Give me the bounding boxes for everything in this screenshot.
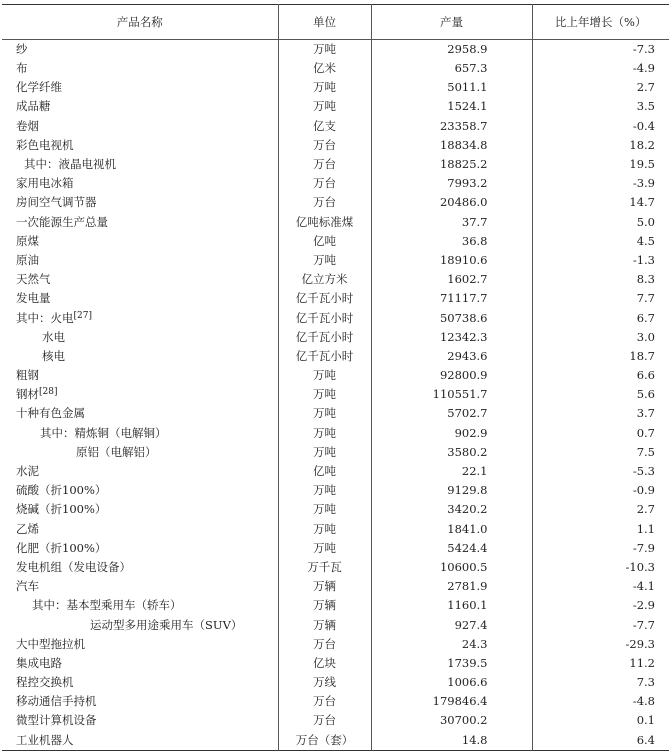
row-growth: 14.7: [532, 193, 669, 212]
row-product-name: [2, 308, 278, 327]
row-product-name: 其中：液晶电视机: [24, 157, 116, 172]
row-unit: 万吨: [278, 40, 371, 60]
row-unit: 万台（套）: [278, 731, 371, 751]
row-growth: -7.9: [532, 539, 669, 558]
table-row: [2, 213, 669, 232]
table-row: [2, 539, 669, 558]
row-quantity: 24.3: [371, 635, 532, 654]
row-unit: 万吨: [278, 251, 371, 270]
row-unit: 万台: [278, 193, 371, 212]
row-growth: 6.7: [532, 308, 669, 327]
table-row: [2, 711, 669, 730]
header-quantity: 产量: [371, 5, 532, 40]
row-unit: 万千瓦: [278, 558, 371, 577]
row-product-name: 发电量: [16, 291, 51, 306]
row-product-name: 纱: [16, 42, 28, 56]
row-product-name: 天然气: [16, 272, 51, 287]
table-row: [2, 462, 669, 481]
row-product-name: 汽车: [16, 579, 39, 594]
row-product-name: 程控交换机: [16, 675, 74, 690]
table-row: [2, 596, 669, 615]
row-quantity: 902.9: [371, 424, 532, 443]
row-growth: 7.5: [532, 443, 669, 462]
row-unit: 万线: [278, 673, 371, 692]
row-quantity: 179846.4: [371, 692, 532, 711]
row-quantity: 12342.3: [371, 328, 532, 347]
row-product-name: [2, 385, 278, 404]
row-unit: 万台: [278, 711, 371, 730]
row-quantity: 3420.2: [371, 500, 532, 519]
row-growth: -3.9: [532, 174, 669, 193]
row-growth: 18.7: [532, 347, 669, 366]
row-growth: -1.3: [532, 251, 669, 270]
table-row: [2, 270, 669, 289]
row-product-name: 微型计算机设备: [16, 713, 97, 728]
row-unit: 万吨: [278, 385, 371, 404]
row-product-name: 粗钢: [16, 368, 39, 383]
row-quantity: 36.8: [371, 232, 532, 251]
row-quantity: 10600.5: [371, 558, 532, 577]
row-quantity: 927.4: [371, 615, 532, 634]
row-growth: -0.4: [532, 117, 669, 136]
row-product-name: 家用电冰箱: [16, 176, 74, 191]
row-growth: 7.7: [532, 289, 669, 308]
row-growth: 2.7: [532, 500, 669, 519]
table-row: [2, 635, 669, 654]
table-row: [2, 308, 669, 327]
table-row: [2, 443, 669, 462]
row-quantity: 5424.4: [371, 539, 532, 558]
table-row: [2, 654, 669, 673]
row-product-name: 其中：精炼铜（电解铜）: [40, 425, 167, 440]
row-quantity: 2943.6: [371, 347, 532, 366]
row-unit: 万辆: [278, 596, 371, 615]
row-growth: 1.1: [532, 520, 669, 539]
row-product-name: 十种有色金属: [16, 406, 85, 421]
row-product-name: 大中型拖拉机: [16, 636, 85, 651]
row-product-name: 水泥: [16, 464, 39, 479]
row-growth: 0.1: [532, 711, 669, 730]
row-product-name: 成品糖: [16, 99, 51, 114]
row-quantity: 2781.9: [371, 577, 532, 596]
table-row: [2, 174, 669, 193]
row-quantity: 14.8: [371, 731, 532, 751]
row-quantity: 22.1: [371, 462, 532, 481]
table-row: [2, 615, 669, 634]
row-product-name: 发电机组（发电设备）: [16, 559, 131, 574]
row-quantity: 1739.5: [371, 654, 532, 673]
table-row: [2, 155, 669, 174]
row-product-label: 其中：火电: [16, 310, 74, 325]
row-product-name: 彩色电视机: [16, 137, 74, 152]
table-header: [2, 5, 669, 40]
row-unit: 万吨: [278, 539, 371, 558]
row-unit: 万吨: [278, 443, 371, 462]
row-growth: -0.9: [532, 481, 669, 500]
row-quantity: 5011.1: [371, 78, 532, 97]
row-quantity: 18910.6: [371, 251, 532, 270]
row-unit: 万吨: [278, 97, 371, 116]
row-quantity: 657.3: [371, 59, 532, 78]
row-unit: 亿吨: [278, 232, 371, 251]
row-growth: 3.0: [532, 328, 669, 347]
row-quantity: 9129.8: [371, 481, 532, 500]
row-unit: 万台: [278, 635, 371, 654]
row-unit: 亿千瓦小时: [278, 289, 371, 308]
row-unit: 万吨: [278, 520, 371, 539]
row-growth: 5.0: [532, 213, 669, 232]
row-quantity: 30700.2: [371, 711, 532, 730]
row-unit: 亿千瓦小时: [278, 308, 371, 327]
table-row: [2, 520, 669, 539]
table-row: [2, 193, 669, 212]
row-unit: 万台: [278, 174, 371, 193]
table-row: [2, 117, 669, 136]
row-product-name: 卷烟: [16, 118, 39, 133]
row-unit: 万辆: [278, 577, 371, 596]
table-row: [2, 136, 669, 155]
table-row: [2, 385, 669, 404]
row-growth: -10.3: [532, 558, 669, 577]
row-growth: -2.9: [532, 596, 669, 615]
row-growth: 19.5: [532, 155, 669, 174]
row-quantity: 5702.7: [371, 404, 532, 423]
row-quantity: 50738.6: [371, 308, 532, 327]
row-growth: 6.4: [532, 731, 669, 751]
row-product-name: 布: [16, 61, 28, 76]
row-unit: 亿吨标准煤: [278, 213, 371, 232]
table-row: [2, 558, 669, 577]
table-row: [2, 40, 669, 60]
row-quantity: 71117.7: [371, 289, 532, 308]
row-product-name: 原油: [16, 252, 39, 267]
row-product-label: 钢材: [16, 387, 39, 402]
row-product-name: 工业机器人: [16, 732, 74, 747]
row-unit: 万辆: [278, 615, 371, 634]
table-body: [2, 40, 669, 751]
row-growth: 18.2: [532, 136, 669, 155]
row-unit: 万吨: [278, 78, 371, 97]
row-growth: 5.6: [532, 385, 669, 404]
row-growth: 0.7: [532, 424, 669, 443]
table-row: [2, 366, 669, 385]
row-quantity: 1524.1: [371, 97, 532, 116]
row-growth: 7.3: [532, 673, 669, 692]
table-row: [2, 328, 669, 347]
row-growth: -4.1: [532, 577, 669, 596]
row-quantity: 20486.0: [371, 193, 532, 212]
row-unit: 亿米: [278, 59, 371, 78]
row-growth: -7.7: [532, 615, 669, 634]
row-product-name: 水电: [42, 329, 65, 344]
row-product-name: 集成电路: [16, 655, 62, 670]
row-quantity: 1006.6: [371, 673, 532, 692]
row-product-name: 硫酸（折100%）: [16, 483, 107, 498]
table-row: [2, 251, 669, 270]
row-quantity: 92800.9: [371, 366, 532, 385]
row-unit: 万吨: [278, 481, 371, 500]
row-unit: 万吨: [278, 424, 371, 443]
table-row: [2, 731, 669, 751]
row-product-name: 其中：基本型乘用车（轿车）: [32, 598, 182, 613]
row-unit: 万台: [278, 136, 371, 155]
row-product-name: 烧碱（折100%）: [16, 502, 107, 517]
row-unit: 亿立方米: [278, 270, 371, 289]
row-growth: 6.6: [532, 366, 669, 385]
footnote-marker: [28]: [39, 387, 58, 398]
table-row: [2, 424, 669, 443]
row-product-name: 运动型多用途乘用车（SUV）: [90, 617, 243, 632]
row-growth: 4.5: [532, 232, 669, 251]
row-growth: 3.5: [532, 97, 669, 116]
table-row: [2, 97, 669, 116]
table-row: [2, 692, 669, 711]
row-growth: 3.7: [532, 404, 669, 423]
row-unit: 万台: [278, 155, 371, 174]
row-quantity: 7993.2: [371, 174, 532, 193]
table-row: [2, 481, 669, 500]
header-product-name: 产品名称: [116, 15, 163, 29]
row-quantity: 18834.8: [371, 136, 532, 155]
row-quantity: 23358.7: [371, 117, 532, 136]
row-quantity: 110551.7: [371, 385, 532, 404]
statistics-table-page: [2, 0, 669, 751]
row-product-name: 乙烯: [16, 521, 39, 536]
table-row: [2, 232, 669, 251]
row-growth: -5.3: [532, 462, 669, 481]
row-growth: -4.9: [532, 59, 669, 78]
row-unit: 亿千瓦小时: [278, 328, 371, 347]
table-row: [2, 404, 669, 423]
row-unit: 万吨: [278, 366, 371, 385]
header-unit: 单位: [278, 5, 371, 40]
table-row: [2, 59, 669, 78]
row-product-name: 房间空气调节器: [16, 195, 97, 210]
row-growth: 11.2: [532, 654, 669, 673]
row-product-name: 化学纤维: [16, 80, 62, 95]
row-product-name: 原煤: [16, 233, 39, 248]
row-quantity: 2958.9: [371, 40, 532, 60]
row-unit: 亿支: [278, 117, 371, 136]
row-unit: 亿千瓦小时: [278, 347, 371, 366]
header-growth: 比上年增长（%）: [532, 5, 669, 40]
row-quantity: 3580.2: [371, 443, 532, 462]
row-growth: -4.8: [532, 692, 669, 711]
table-row: [2, 500, 669, 519]
row-growth: 8.3: [532, 270, 669, 289]
row-growth: -29.3: [532, 635, 669, 654]
row-quantity: 1602.7: [371, 270, 532, 289]
row-quantity: 37.7: [371, 213, 532, 232]
row-quantity: 1841.0: [371, 520, 532, 539]
row-growth: 2.7: [532, 78, 669, 97]
footnote-marker: [27]: [73, 310, 92, 321]
row-unit: 万台: [278, 692, 371, 711]
row-product-name: 原铝（电解铝）: [76, 444, 157, 459]
table-row: [2, 78, 669, 97]
row-quantity: 18825.2: [371, 155, 532, 174]
row-growth: -7.3: [532, 40, 669, 60]
table-row: [2, 347, 669, 366]
row-product-name: 核电: [42, 348, 65, 363]
header-row: [2, 5, 669, 40]
row-product-name: 一次能源生产总量: [16, 214, 108, 229]
table-row: [2, 673, 669, 692]
row-quantity: 1160.1: [371, 596, 532, 615]
row-unit: 万吨: [278, 404, 371, 423]
row-unit: 亿吨: [278, 462, 371, 481]
table-row: [2, 577, 669, 596]
row-product-name: 移动通信手持机: [16, 694, 97, 709]
industrial-output-table: [2, 4, 669, 751]
row-unit: 万吨: [278, 500, 371, 519]
table-row: [2, 289, 669, 308]
row-product-name: 化肥（折100%）: [16, 540, 107, 555]
row-unit: 亿块: [278, 654, 371, 673]
